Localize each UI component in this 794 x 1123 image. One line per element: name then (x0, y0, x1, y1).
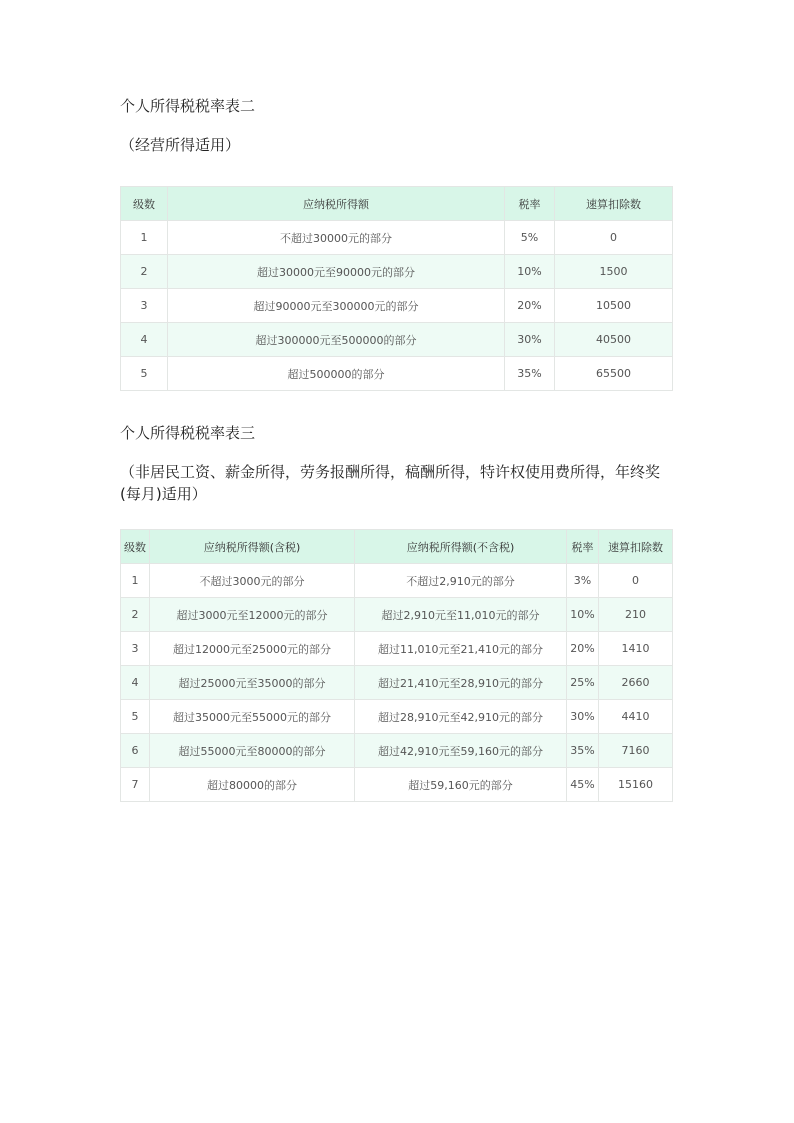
cell-level: 3 (121, 632, 150, 666)
header-rate: 税率 (505, 187, 555, 221)
cell-income: 超过90000元至300000元的部分 (168, 289, 505, 323)
cell-deduction: 15160 (599, 768, 673, 802)
table3-title: 个人所得税税率表三 (120, 424, 256, 442)
cell-rate: 35% (505, 357, 555, 391)
table-row (121, 255, 673, 289)
header-rate: 税率 (567, 530, 599, 564)
cell-income-excl-tax: 超过21,410元至28,910元的部分 (355, 666, 567, 700)
cell-rate: 5% (505, 221, 555, 255)
cell-rate: 30% (567, 700, 599, 734)
cell-income-excl-tax: 超过11,010元至21,410元的部分 (355, 632, 567, 666)
cell-income-incl-tax: 超过25000元至35000的部分 (150, 666, 355, 700)
cell-level: 6 (121, 734, 150, 768)
table2-title: 个人所得税税率表二 (120, 97, 256, 115)
header-income: 应纳税所得额 (168, 187, 505, 221)
cell-rate: 20% (567, 632, 599, 666)
cell-level: 2 (121, 598, 150, 632)
tax-rate-table-2 (120, 186, 673, 391)
table-row (121, 357, 673, 391)
cell-income-excl-tax: 超过42,910元至59,160元的部分 (355, 734, 567, 768)
cell-income-incl-tax: 超过80000的部分 (150, 768, 355, 802)
cell-rate: 20% (505, 289, 555, 323)
cell-income-excl-tax: 超过2,910元至11,010元的部分 (355, 598, 567, 632)
header-level: 级数 (121, 187, 168, 221)
cell-income: 超过30000元至90000元的部分 (168, 255, 505, 289)
table-row (121, 734, 673, 768)
table-row (121, 598, 673, 632)
header-deduction: 速算扣除数 (599, 530, 673, 564)
cell-income-excl-tax: 超过59,160元的部分 (355, 768, 567, 802)
table-row (121, 564, 673, 598)
table3-subtitle: （非居民工资、薪金所得，劳务报酬所得，稿酬所得，特许权使用费所得，年终奖(每月)适用） (120, 463, 661, 503)
cell-deduction: 7160 (599, 734, 673, 768)
table-row (121, 323, 673, 357)
cell-rate: 25% (567, 666, 599, 700)
header-income-excl-tax: 应纳税所得额(不含税) (355, 530, 567, 564)
cell-deduction: 0 (599, 564, 673, 598)
cell-deduction: 210 (599, 598, 673, 632)
table-row (121, 632, 673, 666)
cell-rate: 45% (567, 768, 599, 802)
table-row (121, 768, 673, 802)
cell-level: 4 (121, 666, 150, 700)
cell-income: 超过300000元至500000的部分 (168, 323, 505, 357)
cell-income-incl-tax: 超过12000元至25000元的部分 (150, 632, 355, 666)
cell-level: 2 (121, 255, 168, 289)
cell-rate: 3% (567, 564, 599, 598)
cell-income-excl-tax: 不超过2,910元的部分 (355, 564, 567, 598)
header-deduction: 速算扣除数 (555, 187, 673, 221)
cell-level: 7 (121, 768, 150, 802)
cell-level: 3 (121, 289, 168, 323)
cell-deduction: 40500 (555, 323, 673, 357)
cell-income-incl-tax: 超过35000元至55000元的部分 (150, 700, 355, 734)
cell-deduction: 10500 (555, 289, 673, 323)
header-level: 级数 (121, 530, 150, 564)
cell-income-incl-tax: 超过55000元至80000的部分 (150, 734, 355, 768)
cell-level: 4 (121, 323, 168, 357)
cell-level: 1 (121, 564, 150, 598)
cell-deduction: 1410 (599, 632, 673, 666)
cell-income: 不超过30000元的部分 (168, 221, 505, 255)
cell-deduction: 65500 (555, 357, 673, 391)
cell-level: 1 (121, 221, 168, 255)
table-header-row (121, 530, 673, 564)
cell-deduction: 1500 (555, 255, 673, 289)
cell-rate: 30% (505, 323, 555, 357)
cell-rate: 35% (567, 734, 599, 768)
cell-income-incl-tax: 超过3000元至12000元的部分 (150, 598, 355, 632)
tax-rate-table-3 (120, 529, 673, 802)
cell-deduction: 4410 (599, 700, 673, 734)
table-header-row (121, 187, 673, 221)
table2-subtitle: （经营所得适用） (120, 136, 241, 154)
table-row (121, 221, 673, 255)
cell-level: 5 (121, 700, 150, 734)
cell-income: 超过500000的部分 (168, 357, 505, 391)
cell-income-excl-tax: 超过28,910元至42,910元的部分 (355, 700, 567, 734)
cell-deduction: 0 (555, 221, 673, 255)
table-row (121, 700, 673, 734)
table-row (121, 289, 673, 323)
cell-rate: 10% (505, 255, 555, 289)
cell-income-incl-tax: 不超过3000元的部分 (150, 564, 355, 598)
cell-level: 5 (121, 357, 168, 391)
table-row (121, 666, 673, 700)
cell-rate: 10% (567, 598, 599, 632)
header-income-incl-tax: 应纳税所得额(含税) (150, 530, 355, 564)
cell-deduction: 2660 (599, 666, 673, 700)
